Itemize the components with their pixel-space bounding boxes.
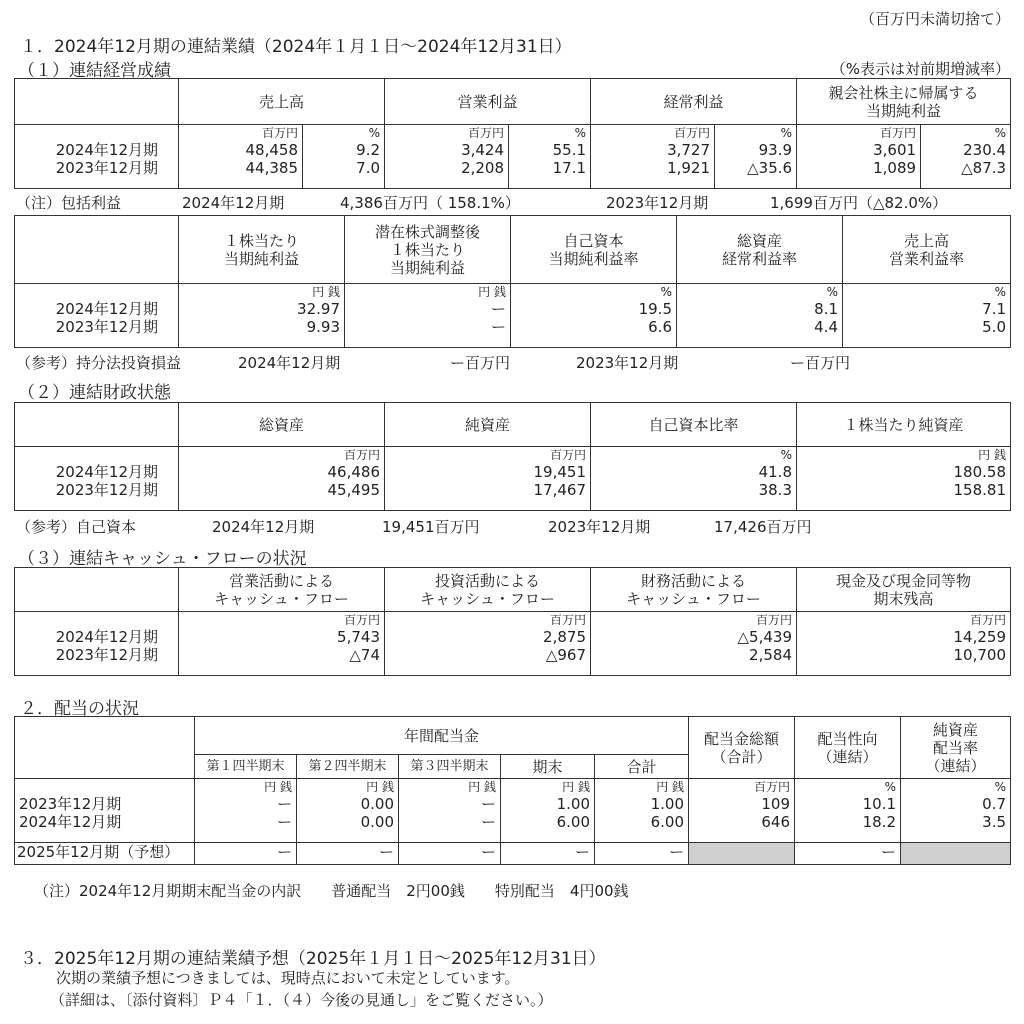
col-net-assets: 純資産 <box>385 403 591 447</box>
col-total-dividends: 配当金総額 （合計） <box>689 717 795 779</box>
equity-method-value-2: ー百万円 <box>790 354 851 372</box>
cell-sales-pct: % 9.2 7.0 <box>303 125 385 189</box>
operating-results-title: （１）連結経営成績 <box>18 61 171 81</box>
per-share-table <box>14 215 1011 348</box>
forecast-doe <box>901 843 1011 865</box>
forecast-line-1: 次期の業績予想につきましては、現時点において未定としています。 <box>56 969 520 987</box>
header-blank <box>15 403 179 447</box>
forecast-row <box>15 843 1011 865</box>
header-blank <box>15 216 179 284</box>
dividends-title: ２．配当の状況 <box>20 699 139 719</box>
financial-position-title: （２）連結財政状態 <box>18 383 171 403</box>
cell-ord-amount: 百万円 3,727 1,921 <box>591 125 715 189</box>
cell-cash-balance: 百万円 14,259 10,700 <box>797 612 1011 676</box>
col-q2: 第２四半期末 <box>297 755 399 779</box>
equity-value-1: 19,451百万円 <box>382 518 480 536</box>
col-total: 合計 <box>595 755 689 779</box>
col-payout-ratio: 配当性向 （連結） <box>795 717 901 779</box>
header-blank <box>15 568 179 612</box>
forecast-label: 2025年12月期（予想） <box>15 843 195 865</box>
comprehensive-income-period-1: 2024年12月期 <box>182 194 285 212</box>
operating-results-table <box>14 78 1011 189</box>
comprehensive-income-period-2: 2023年12月期 <box>606 194 709 212</box>
equity-method-label: （参考）持分法投資損益 <box>16 354 182 372</box>
col-roa: 総資産 経常利益率 <box>677 216 843 284</box>
row-labels: 2023年12月期 2024年12月期 <box>15 779 195 843</box>
col-q1: 第１四半期末 <box>195 755 297 779</box>
col-diluted-eps: 潜在株式調整後 １株当たり 当期純利益 <box>345 216 511 284</box>
forecast-q2: ー <box>297 843 399 865</box>
row-labels: 2024年12月期 2023年12月期 <box>15 125 179 189</box>
equity-period-2: 2023年12月期 <box>548 518 651 536</box>
row-labels: 2024年12月期 2023年12月期 <box>15 612 179 676</box>
financial-position-table <box>14 402 1011 511</box>
equity-method-period-1: 2024年12月期 <box>238 354 341 372</box>
cell-roa: % 8.1 4.4 <box>677 284 843 348</box>
cell-ord-pct: % 93.9 △35.6 <box>715 125 797 189</box>
equity-label: （参考）自己資本 <box>16 518 137 536</box>
cell-eps: 円 銭 32.97 9.93 <box>179 284 345 348</box>
col-op-margin: 売上高 営業利益率 <box>843 216 1011 284</box>
equity-period-1: 2024年12月期 <box>212 518 315 536</box>
col-roe: 自己資本 当期純利益率 <box>511 216 677 284</box>
cell-total-dividends: 百万円 109 646 <box>689 779 795 843</box>
forecast-q3: ー <box>399 843 501 865</box>
cell-q1: 円 銭 ー ー <box>195 779 297 843</box>
forecast-year-end: ー <box>501 843 595 865</box>
dividends-table <box>14 716 1011 865</box>
pct-note: （%表示は対前期増減率） <box>830 60 1010 78</box>
cell-payout-ratio: % 10.1 18.2 <box>795 779 901 843</box>
cell-q3: 円 銭 ー ー <box>399 779 501 843</box>
cell-year-end: 円 銭 1.00 6.00 <box>501 779 595 843</box>
cell-q2: 円 銭 0.00 0.00 <box>297 779 399 843</box>
cell-sales-amount: 百万円 48,458 44,385 <box>179 125 303 189</box>
col-ordinary-income: 経常利益 <box>591 79 797 125</box>
row-labels: 2024年12月期 2023年12月期 <box>15 447 179 511</box>
cell-net-assets: 百万円 19,451 17,467 <box>385 447 591 511</box>
dividend-breakdown-note: （注）2024年12月期期末配当金の内訳 普通配当 2円00銭 特別配当 4円00銭 <box>34 882 629 900</box>
cell-op-amount: 百万円 3,424 2,208 <box>385 125 509 189</box>
cell-net-pct: % 230.4 △87.3 <box>921 125 1011 189</box>
cell-investing-cf: 百万円 2,875 △967 <box>385 612 591 676</box>
section1-title: １．2024年12月期の連結業績（2024年１月１日～2024年12月31日） <box>20 37 572 57</box>
col-q3: 第３四半期末 <box>399 755 501 779</box>
cell-equity-ratio: % 41.8 38.3 <box>591 447 797 511</box>
forecast-payout-ratio: ー <box>795 843 901 865</box>
col-doe: 純資産 配当率 （連結） <box>901 717 1011 779</box>
cell-diluted-eps: 円 銭 ー ー <box>345 284 511 348</box>
forecast-total-dividends <box>689 843 795 865</box>
cell-op-margin: % 7.1 5.0 <box>843 284 1011 348</box>
row-labels: 2024年12月期 2023年12月期 <box>15 284 179 348</box>
header-blank <box>15 717 195 779</box>
cell-net-amount: 百万円 3,601 1,089 <box>797 125 921 189</box>
equity-value-2: 17,426百万円 <box>714 518 812 536</box>
cell-total: 円 銭 1.00 6.00 <box>595 779 689 843</box>
header-blank <box>15 79 179 125</box>
col-investing-cf: 投資活動による キャッシュ・フロー <box>385 568 591 612</box>
col-equity-ratio: 自己資本比率 <box>591 403 797 447</box>
col-cash-balance: 現金及び現金同等物 期末残高 <box>797 568 1011 612</box>
col-operating-cf: 営業活動による キャッシュ・フロー <box>179 568 385 612</box>
comprehensive-income-value-1: 4,386百万円（ 158.1%） <box>340 194 520 212</box>
col-operating-income: 営業利益 <box>385 79 591 125</box>
cash-flows-title: （３）連結キャッシュ・フローの状況 <box>18 549 307 569</box>
unit-note: （百万円未満切捨て） <box>859 10 1010 28</box>
col-year-end: 期末 <box>501 755 595 779</box>
cell-financing-cf: 百万円 △5,439 2,584 <box>591 612 797 676</box>
col-total-assets: 総資産 <box>179 403 385 447</box>
equity-method-value-1: ー百万円 <box>450 354 511 372</box>
col-financing-cf: 財務活動による キャッシュ・フロー <box>591 568 797 612</box>
col-sales: 売上高 <box>179 79 385 125</box>
cell-bps: 円 銭 180.58 158.81 <box>797 447 1011 511</box>
cell-total-assets: 百万円 46,486 45,495 <box>179 447 385 511</box>
cell-roe: % 19.5 6.6 <box>511 284 677 348</box>
comprehensive-income-value-2: 1,699百万円（△82.0%） <box>770 194 948 212</box>
forecast-total: ー <box>595 843 689 865</box>
comprehensive-income-label: （注）包括利益 <box>16 194 122 212</box>
cell-doe: % 0.7 3.5 <box>901 779 1011 843</box>
forecast-title: ３．2025年12月期の連結業績予想（2025年１月１日～2025年12月31日） <box>20 949 606 969</box>
cell-operating-cf: 百万円 5,743 △74 <box>179 612 385 676</box>
col-net-income: 親会社株主に帰属する 当期純利益 <box>797 79 1011 125</box>
forecast-q1: ー <box>195 843 297 865</box>
col-annual-dividends: 年間配当金 <box>195 717 689 755</box>
col-bps: １株当たり純資産 <box>797 403 1011 447</box>
equity-method-period-2: 2023年12月期 <box>576 354 679 372</box>
cell-op-pct: % 55.1 17.1 <box>509 125 591 189</box>
col-eps: １株当たり 当期純利益 <box>179 216 345 284</box>
cash-flows-table <box>14 567 1011 676</box>
forecast-line-2: （詳細は、〔添付資料〕Ｐ４「１．（４）今後の見通し」をご覧ください。） <box>50 991 553 1009</box>
